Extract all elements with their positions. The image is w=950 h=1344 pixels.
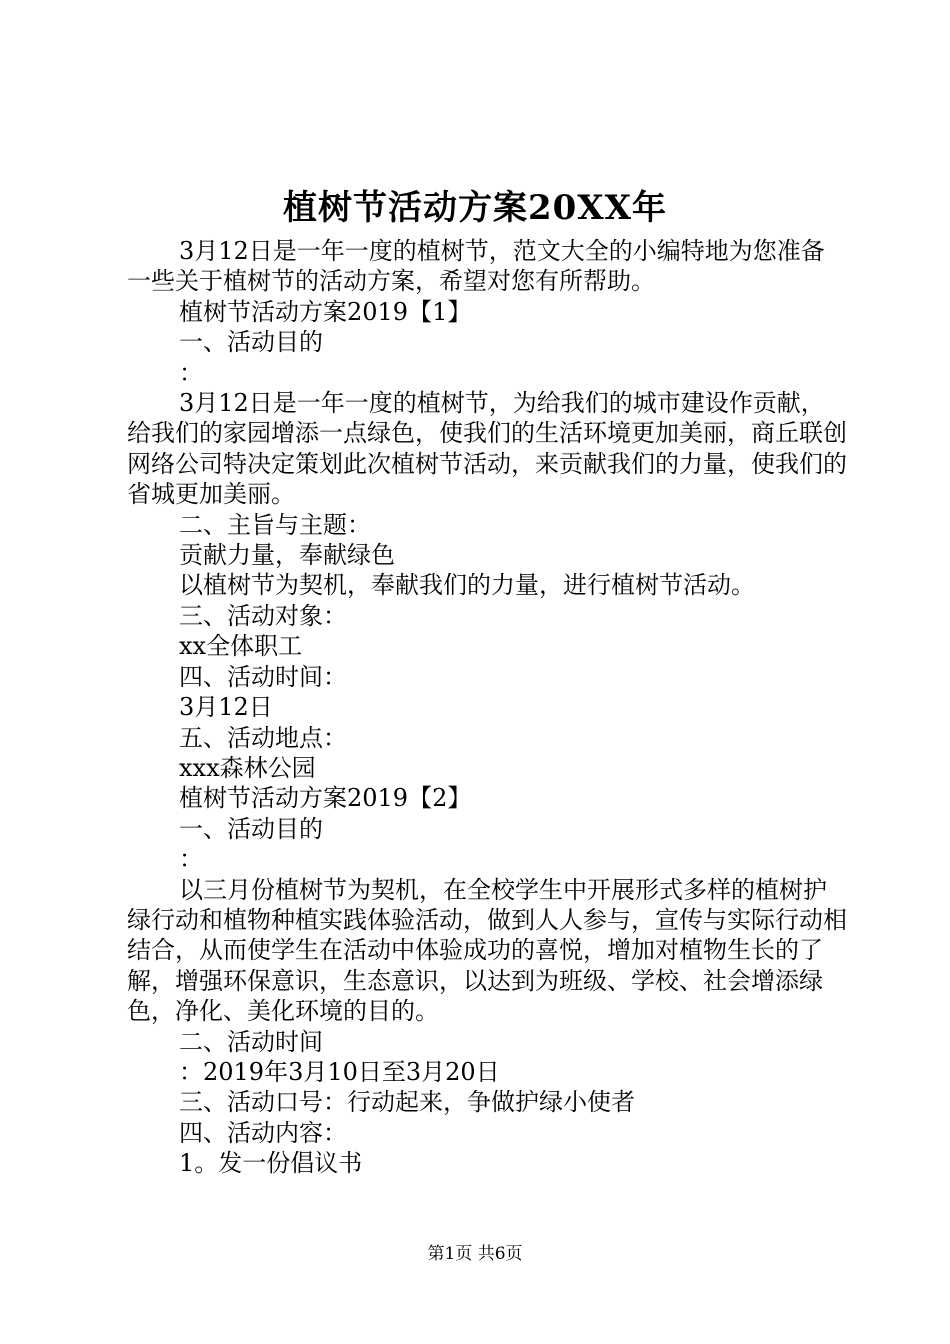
section-heading: 三、活动口号：行动起来，争做护绿小使者 bbox=[179, 1088, 635, 1117]
paragraph: 以三月份植树节为契机，在全校学生中开展形式多样的植树护绿行动和植物种植实践体验活动，做到人人参与，宣传与实际行动相结合，从而使学生在活动中体验成功的喜悦，增加对植物生长的了解，增强环保意识，生态意识，以达到为班级、学校、社会增添绿色，净化、美化环境的目的。 bbox=[127, 875, 847, 1026]
paragraph: 1。发一份倡议书 bbox=[179, 1149, 363, 1178]
paragraph: xx全体职工 bbox=[179, 632, 303, 661]
section-heading: 三、活动对象： bbox=[179, 601, 347, 630]
paragraph: 3月12日是一年一度的植树节，为给我们的城市建设作贡献，给我们的家园增添一点绿色，使我们的生活环境更加美丽，商丘联创网络公司特决定策划此次植树节活动，来贡献我们的力量，使我们的省城更加美丽。 bbox=[127, 389, 847, 509]
section-heading: 植树节活动方案2019【2】 bbox=[179, 784, 472, 813]
paragraph: 贡献力量，奉献绿色 bbox=[179, 541, 395, 570]
section-heading: 一、活动目的 bbox=[179, 814, 323, 843]
section-heading: 植树节活动方案2019【1】 bbox=[179, 297, 472, 326]
section-heading: 四、活动内容： bbox=[179, 1118, 347, 1147]
paragraph: xxx森林公园 bbox=[179, 753, 316, 782]
paragraph: 3月12日 bbox=[179, 693, 273, 722]
section-heading: 二、活动时间 bbox=[179, 1027, 323, 1056]
section-heading: 四、活动时间： bbox=[179, 662, 347, 691]
paragraph: ： bbox=[179, 845, 203, 874]
paragraph: ： bbox=[179, 358, 203, 387]
paragraph: 以植树节为契机，奉献我们的力量，进行植树节活动。 bbox=[179, 571, 755, 600]
section-heading: 一、活动目的 bbox=[179, 328, 323, 357]
section-heading: 五、活动地点： bbox=[179, 723, 347, 752]
document-title: 植树节活动方案20XX年 bbox=[282, 188, 668, 228]
document-body bbox=[127, 236, 847, 1179]
paragraph: ：2019年3月10日至3月20日 bbox=[179, 1057, 500, 1086]
page-number-footer: 第1页 共6页 bbox=[427, 1244, 523, 1264]
paragraph: 3月12日是一年一度的植树节，范文大全的小编特地为您准备一些关于植树节的活动方案，希望对您有所帮助。 bbox=[127, 237, 825, 296]
section-heading: 二、主旨与主题： bbox=[179, 510, 371, 539]
